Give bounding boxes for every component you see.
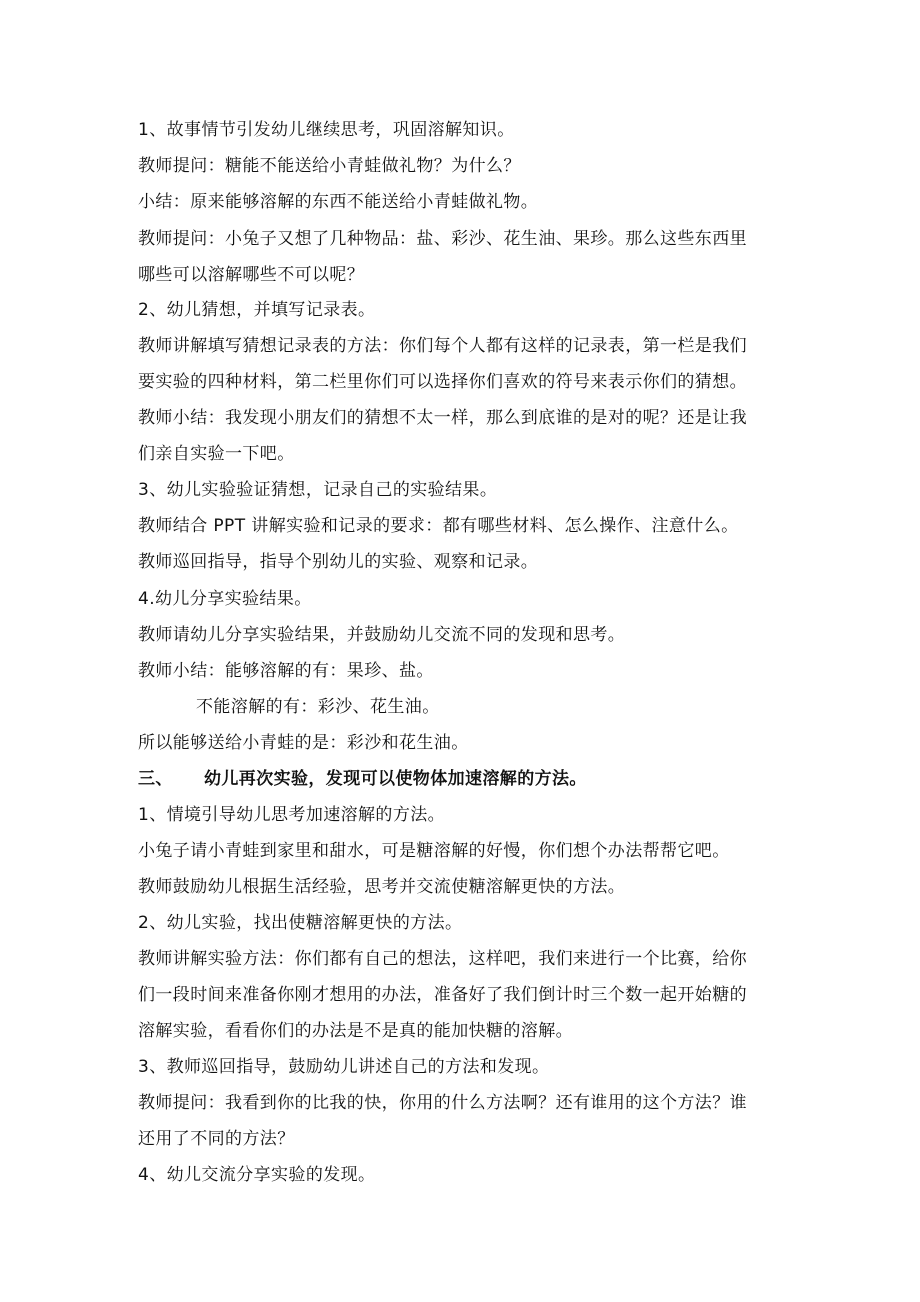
text-line: 教师巡回指导，指导个别幼儿的实验、观察和记录。 bbox=[138, 552, 539, 572]
text-line: 所以能够送给小青蛙的是：彩沙和花生油。 bbox=[138, 733, 469, 753]
text-line: 教师小结：能够溶解的有：果珍、盐。 bbox=[138, 661, 434, 681]
text-line: 不能溶解的有：彩沙、花生油。 bbox=[196, 697, 440, 717]
text-line: 1、情境引导幼儿思考加速溶解的方法。 bbox=[138, 805, 446, 825]
text-line: 教师结合 PPT 讲解实验和记录的要求：都有哪些材料、怎么操作、注意什么。 bbox=[138, 516, 739, 536]
text-line: 们一段时间来准备你刚才想用的办法，准备好了我们倒计时三个数一起开始糖的 bbox=[138, 985, 747, 1005]
text-line: 3、教师巡回指导，鼓励幼儿讲述自己的方法和发现。 bbox=[138, 1057, 550, 1077]
text-line: 4、幼儿交流分享实验的发现。 bbox=[138, 1165, 376, 1185]
text-line: 2、幼儿实验，找出使糖溶解更快的方法。 bbox=[138, 913, 463, 933]
text-line: 教师讲解填写猜想记录表的方法：你们每个人都有这样的记录表，第一栏是我们 bbox=[138, 336, 747, 356]
text-line: 教师讲解实验方法：你们都有自己的想法，这样吧，我们来进行一个比赛，给你 bbox=[138, 949, 747, 969]
text-line: 教师小结：我发现小朋友们的猜想不太一样，那么到底谁的是对的呢？还是让我 bbox=[138, 408, 747, 428]
text-line: 小结：原来能够溶解的东西不能送给小青蛙做礼物。 bbox=[138, 192, 539, 212]
text-line: 溶解实验，看看你们的办法是不是真的能加快糖的溶解。 bbox=[138, 1021, 573, 1041]
text-line: 教师提问：我看到你的比我的快，你用的什么方法啊？还有谁用的这个方法？谁 bbox=[138, 1093, 747, 1113]
text-line: 小兔子请小青蛙到家里和甜水，可是糖溶解的好慢，你们想个办法帮帮它吧。 bbox=[138, 841, 730, 861]
text-line: 教师提问：小兔子又想了几种物品：盐、彩沙、花生油、果珍。那么这些东西里 bbox=[138, 229, 747, 249]
text-line: 教师提问：糖能不能送给小青蛙做礼物？为什么？ bbox=[138, 156, 521, 176]
section-heading: 幼儿再次实验，发现可以使物体加速溶解的方法。 bbox=[204, 769, 587, 789]
text-line: 3、幼儿实验验证猜想，记录自己的实验结果。 bbox=[138, 480, 498, 500]
text-line: 4.幼儿分享实验结果。 bbox=[138, 589, 312, 609]
text-line: 教师鼓励幼儿根据生活经验，思考并交流使糖溶解更快的方法。 bbox=[138, 877, 626, 897]
text-line: 1、故事情节引发幼儿继续思考，巩固溶解知识。 bbox=[138, 120, 515, 140]
section-number: 三、 bbox=[138, 769, 173, 789]
text-line: 哪些可以溶解哪些不可以呢？ bbox=[138, 265, 365, 285]
text-line: 还用了不同的方法？ bbox=[138, 1129, 295, 1149]
text-line: 教师请幼儿分享实验结果，并鼓励幼儿交流不同的发现和思考。 bbox=[138, 625, 626, 645]
text-line: 要实验的四种材料，第二栏里你们可以选择你们喜欢的符号来表示你们的猜想。 bbox=[138, 372, 747, 392]
text-line: 们亲自实验一下吧。 bbox=[138, 444, 295, 464]
text-line: 2、幼儿猜想，并填写记录表。 bbox=[138, 300, 376, 320]
